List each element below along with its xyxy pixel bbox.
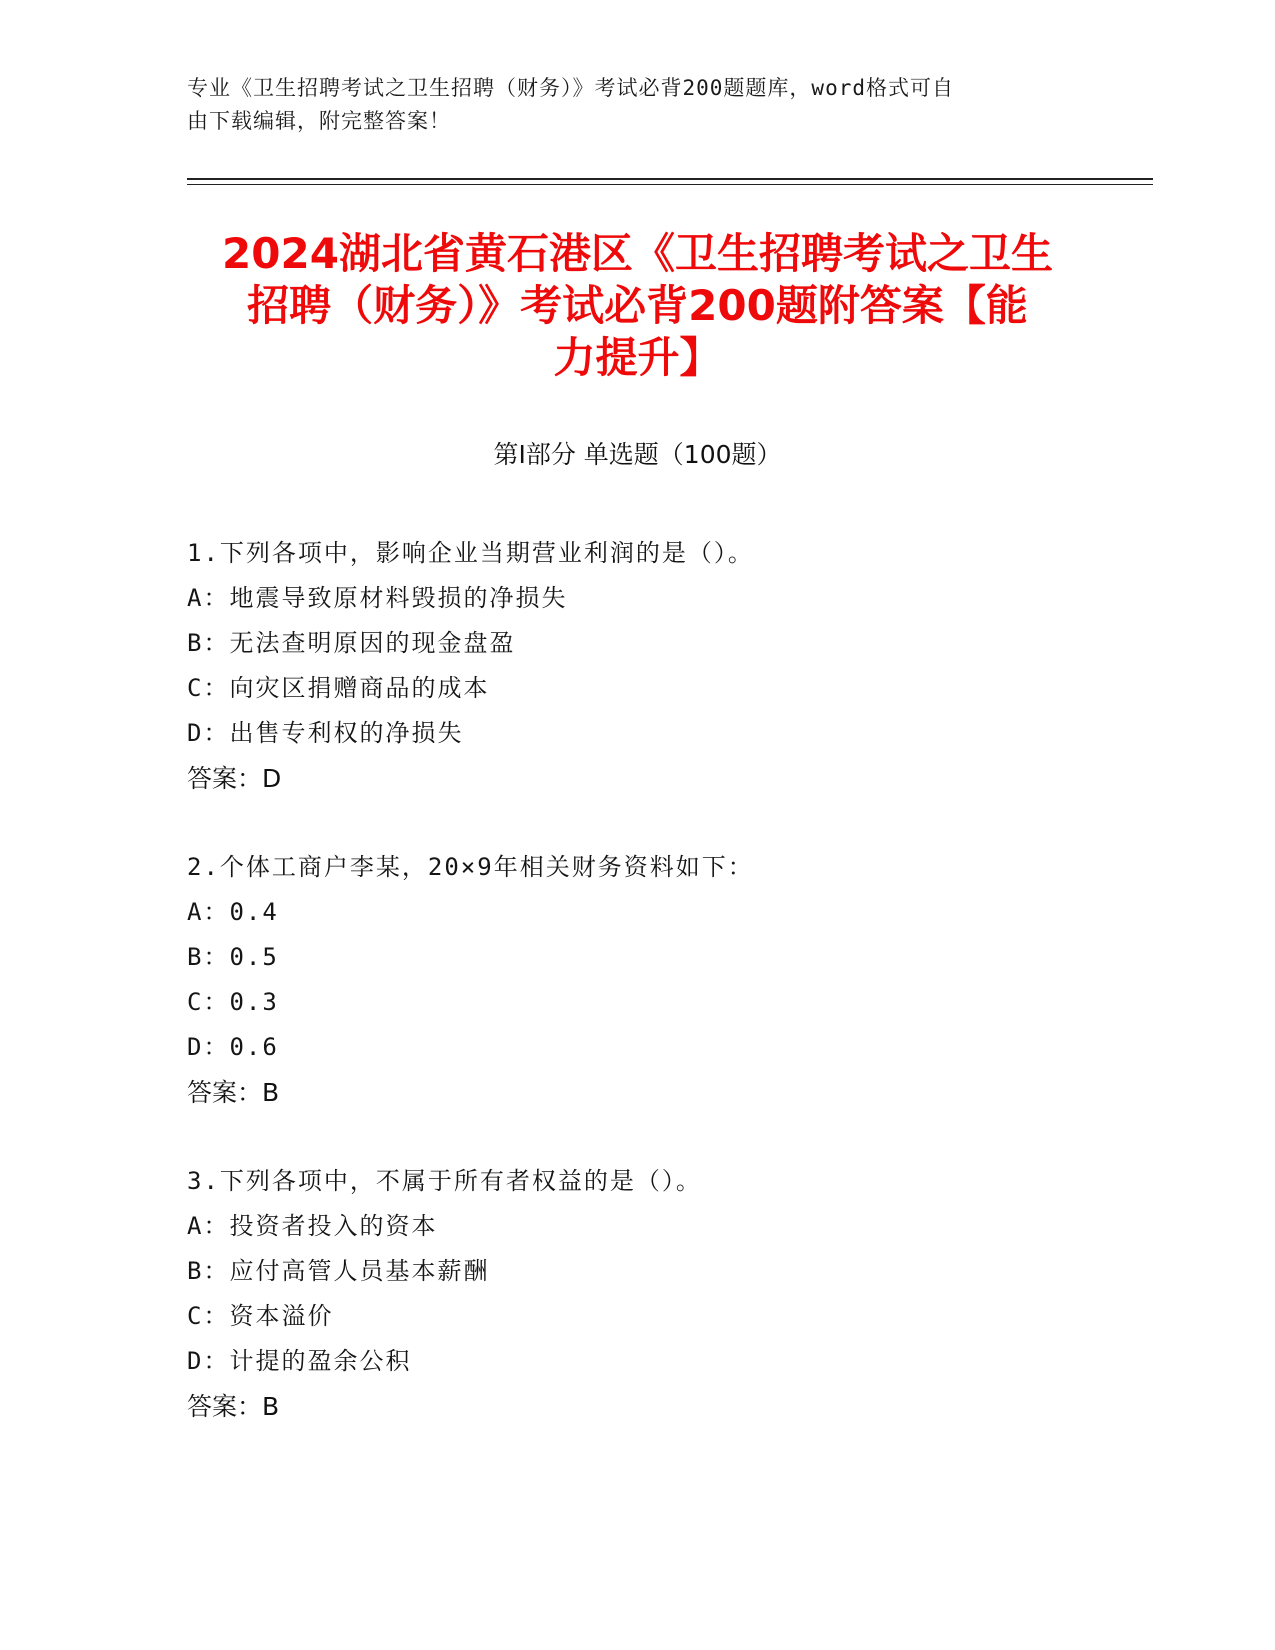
option-b: B：0.5: [187, 943, 279, 971]
question-1: [187, 531, 1147, 801]
question-stem: 2.个体工商户李某，20×9年相关财务资料如下：: [187, 853, 754, 881]
answer-line: 答案：B: [187, 1392, 280, 1421]
option-c: C：0.3: [187, 988, 279, 1016]
document-intro: [187, 72, 1067, 138]
intro-line-1: 专业《卫生招聘考试之卫生招聘（财务）》考试必背200题题库，word格式可自: [187, 76, 954, 100]
option-c: C：向灾区捐赠商品的成本: [187, 674, 490, 702]
option-d: D：出售专利权的净损失: [187, 719, 464, 747]
option-a: A：投资者投入的资本: [187, 1212, 438, 1240]
title-line-1: 2024湖北省黄石港区《卫生招聘考试之卫生: [222, 229, 1053, 278]
title-line-3: 力提升】: [553, 333, 722, 382]
question-stem: 1.下列各项中，影响企业当期营业利润的是（）。: [187, 539, 754, 567]
question-2: [187, 845, 1147, 1115]
option-b: B：应付高管人员基本薪酬: [187, 1257, 490, 1285]
intro-line-2: 由下载编辑，附完整答案！: [187, 109, 451, 133]
answer-line: 答案：B: [187, 1078, 280, 1107]
question-3: [187, 1159, 1147, 1429]
header-divider-thin: [187, 184, 1153, 185]
option-b: B：无法查明原因的现金盘盈: [187, 629, 516, 657]
question-list: [187, 531, 1147, 1473]
option-a: A：地震导致原材料毁损的净损失: [187, 584, 568, 612]
option-d: D：计提的盈余公积: [187, 1347, 412, 1375]
option-a: A：0.4: [187, 898, 279, 926]
header-divider-thick: [187, 178, 1153, 180]
option-c: C：资本溢价: [187, 1302, 334, 1330]
question-stem: 3.下列各项中，不属于所有者权益的是（）。: [187, 1167, 702, 1195]
option-d: D：0.6: [187, 1033, 279, 1061]
document-title: [170, 228, 1105, 384]
section-heading: 第Ⅰ部分 单选题（100题）: [493, 440, 782, 469]
title-line-2: 招聘（财务）》考试必背200题附答案【能: [247, 281, 1028, 330]
answer-line: 答案：D: [187, 764, 282, 793]
